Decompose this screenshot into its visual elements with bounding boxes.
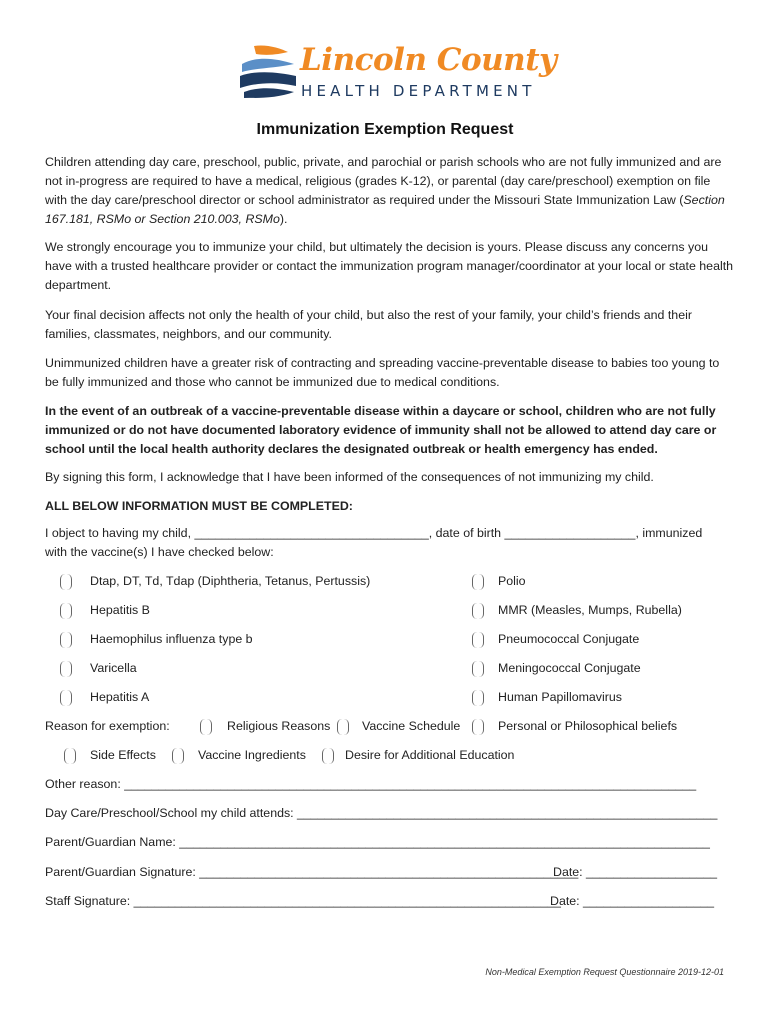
law-citation: Section 167.181, RSMo or Section 210.003, RSMo [45, 193, 725, 226]
label-religious: Religious Reasons [227, 719, 331, 733]
checkbox-dtap[interactable] [60, 574, 72, 590]
guardian-date-field[interactable]: Date: ___________________ [553, 865, 717, 879]
objection-line[interactable]: I object to having my child, __________________________________, date of birth ___________________, immunized [45, 526, 703, 540]
acknowledgement-paragraph: By signing this form, I acknowledge that I have been informed of the consequences of not immunizing my child. [45, 470, 654, 484]
label-hpv: Human Papillomavirus [498, 690, 622, 704]
checkbox-religious[interactable] [200, 719, 212, 735]
label-side-effects: Side Effects [90, 748, 156, 762]
label-hepatitis-b: Hepatitis B [90, 603, 150, 617]
form-footer: Non-Medical Exemption Request Questionnaire 2019-12-01 [485, 967, 724, 977]
encouragement-paragraph: We strongly encourage you to immunize your child, but ultimately the decision is yours. Please discuss any concerns you have with a trusted healthcare provider or contact the immunization program manager/coordinator at your local or state health department. [45, 240, 734, 292]
checkbox-hepatitis-a[interactable] [60, 690, 72, 706]
label-vaccine-schedule: Vaccine Schedule [362, 719, 461, 733]
intro-text: Children attending day care, preschool, public, private, and parochial or parish schools who are not fully immunized and are not in-progress are required to have a medical, religious (grades K-12), or parental (day care/preschool) exemption on file with the day care/preschool director or school administrator as required under the Missouri State Immunization Law ( [45, 155, 722, 207]
label-polio: Polio [498, 574, 526, 588]
checkbox-vaccine-ingredients[interactable] [172, 748, 184, 764]
risk-paragraph: Unimmunized children have a greater risk of contracting and spreading vaccine-preventable disease to babies too young to be fully immunized and those who cannot be immunized due to medical conditions. [45, 356, 720, 389]
checkbox-pneumococcal[interactable] [472, 632, 484, 648]
checkbox-hpv[interactable] [472, 690, 484, 706]
checkbox-hib[interactable] [60, 632, 72, 648]
label-dtap: Dtap, DT, Td, Tdap (Diphtheria, Tetanus, Pertussis) [90, 574, 371, 588]
intro-end: ). [279, 212, 288, 226]
other-reason-field[interactable]: Other reason: ___________________________________________________________________________________ [45, 777, 697, 791]
checkbox-meningococcal[interactable] [472, 661, 484, 677]
intro-paragraph [45, 153, 735, 229]
logo-county-name: Lincoln County [300, 42, 557, 78]
guardian-signature-field[interactable]: Parent/Guardian Signature: _______________________________________________________ [45, 865, 579, 879]
logo-emblem-icon [236, 42, 298, 104]
label-additional-education: Desire for Additional Education [345, 748, 515, 762]
label-vaccine-ingredients: Vaccine Ingredients [198, 748, 306, 762]
health-department-logo [236, 38, 557, 108]
label-pneumococcal: Pneumococcal Conjugate [498, 632, 640, 646]
checkbox-side-effects[interactable] [64, 748, 76, 764]
checkbox-varicella[interactable] [60, 661, 72, 677]
checkbox-polio[interactable] [472, 574, 484, 590]
label-hib: Haemophilus influenza type b [90, 632, 253, 646]
outbreak-paragraph: In the event of an outbreak of a vaccine-preventable disease within a daycare or school, children who are not fully immunized or do not have documented laboratory evidence of immunity shall not be allowed to attend day care or school until the local health authority declares the designated outbreak or health emergency has ended. [45, 404, 717, 456]
logo-department-name: HEALTH DEPARTMENT [301, 82, 536, 100]
label-mmr: MMR (Measles, Mumps, Rubella) [498, 603, 682, 617]
label-varicella: Varicella [90, 661, 137, 675]
checkbox-mmr[interactable] [472, 603, 484, 619]
impact-paragraph: Your final decision affects not only the health of your child, but also the rest of your family, your child’s friends and their families, classmates, neighbors, and our community. [45, 308, 692, 341]
objection-line-2: with the vaccine(s) I have checked below: [45, 545, 274, 559]
staff-signature-field[interactable]: Staff Signature: ______________________________________________________________ [45, 894, 561, 908]
section-heading: ALL BELOW INFORMATION MUST BE COMPLETED: [45, 499, 353, 513]
checkbox-vaccine-schedule[interactable] [337, 719, 349, 735]
label-hepatitis-a: Hepatitis A [90, 690, 150, 704]
label-personal-beliefs: Personal or Philosophical beliefs [498, 719, 678, 733]
staff-date-field[interactable]: Date: ___________________ [550, 894, 714, 908]
checkbox-personal-beliefs[interactable] [472, 719, 484, 735]
school-field[interactable]: Day Care/Preschool/School my child attends: _____________________________________________________________ [45, 806, 718, 820]
page-title: Immunization Exemption Request [256, 121, 514, 138]
guardian-name-field[interactable]: Parent/Guardian Name: _____________________________________________________________________________ [45, 835, 710, 849]
checkbox-additional-education[interactable] [322, 748, 334, 764]
label-meningococcal: Meningococcal Conjugate [498, 661, 641, 675]
reason-label: Reason for exemption: [45, 719, 170, 733]
checkbox-hepatitis-b[interactable] [60, 603, 72, 619]
